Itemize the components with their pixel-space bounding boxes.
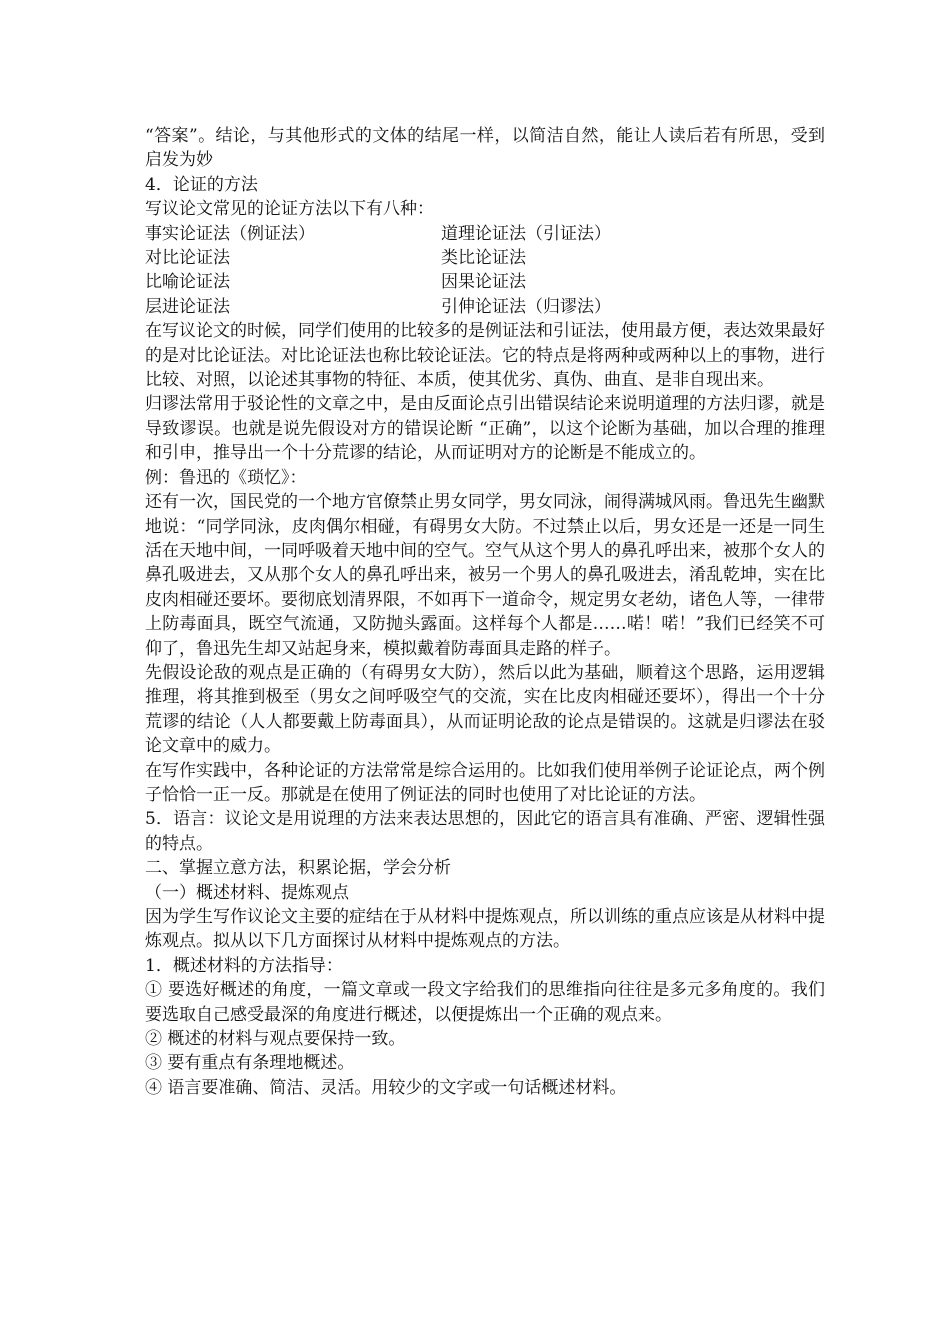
paragraph-practice: 在写作实践中，各种论证的方法常常是综合运用的。比如我们使用举例子论证论点，两个例子恰恰一正一反。那就是在使用了例证法的同时也使用了对比论证的方法。	[145, 760, 825, 805]
method-item: 引伸论证法（归谬法）	[441, 296, 611, 317]
list-item: ③ 要有重点有条理地概述。	[145, 1053, 355, 1074]
paragraph-comparison: 在写议论文的时候，同学们使用的比较多的是例证法和引证法，使用最方便，表达效果最好的是对比论证法。对比论证法也称比较论证法。它的特点是将两种或两种以上的事物，进行比较、对照，以论述其事物的特征、本质，使其优劣、真伪、曲直、是非自现出来。	[145, 321, 825, 391]
heading-argument-methods: 4．论证的方法	[145, 174, 258, 195]
method-item: 事实论证法（例证法）	[145, 223, 315, 244]
heading-section-2: 二、掌握立意方法，积累论据，学会分析	[145, 858, 451, 879]
paragraph-methods-lead: 写议论文常见的论证方法以下有八种：	[145, 199, 434, 220]
paragraph-reductio: 归谬法常用于驳论性的文章之中，是由反面论点引出错误结论来说明道理的方法归谬，就是导致谬误。也就是说先假设对方的错误论断 “正确”，以这个论断为基础，加以合理的推理和引申，推导出一个十分荒谬的结论，从而证明对方的论断是不能成立的。	[145, 394, 825, 464]
method-item: 比喻论证法	[145, 272, 230, 293]
paragraph-analysis: 先假设论敌的观点是正确的（有碍男女大防），然后以此为基础，顺着这个思路，运用逻辑推理，将其推到极至（男女之间呼吸空气的交流，实在比皮肉相碰还要坏），得出一个十分荒谬的结论（人人都要戴上防毒面具），从而证明论敌的论点是错误的。这就是归谬法在驳论文章中的威力。	[145, 662, 825, 757]
method-item: 层进论证法	[145, 296, 230, 317]
heading-guide: 1．概述材料的方法指导：	[145, 955, 343, 976]
list-item: ② 概述的材料与观点要保持一致。	[145, 1029, 406, 1050]
method-item: 道理论证法（引证法）	[441, 223, 611, 244]
paragraph-example: 还有一次，国民党的一个地方官僚禁止男女同学，男女同泳，闹得满城风雨。鲁迅先生幽默地说：“同学同泳，皮肉偶尔相碰，有碍男女大防。不过禁止以后，男女还是一还是一同生活在天地中间，一同呼吸着天地中间的空气。空气从这个男人的鼻孔呼出来，被那个女人的鼻孔吸进去，又从那个女人的鼻孔呼出来，被另一个男人的鼻孔吸进去，淆乱乾坤，实在比皮肉相碰还要坏。要彻底划清界限，不如再下一道命令，规定男女老幼，诸色人等，一律带上防毒面具，既空气流通，又防抛头露面。这样每个人都是……喏！喏！”我们已经笑不可仰了，鲁迅先生却又站起身来，模拟戴着防毒面具走路的样子。	[145, 492, 825, 659]
method-item: 类比论证法	[441, 248, 526, 269]
list-item: ① 要选好概述的角度，一篇文章或一段文字给我们的思维指向往往是多元多角度的。我们要选取自己感受最深的角度进行概述，以便提炼出一个正确的观点来。	[145, 980, 825, 1025]
heading-subsection-1: （一）概述材料、提炼观点	[145, 882, 349, 903]
paragraph-language: 5．语言：议论文是用说理的方法来表达思想的，因此它的语言具有准确、严密、逻辑性强的特点。	[145, 809, 825, 854]
paragraph-reason: 因为学生写作议论文主要的症结在于从材料中提炼观点，所以训练的重点应该是从材料中提炼观点。拟从以下几方面探讨从材料中提炼观点的方法。	[145, 907, 825, 952]
paragraph-example-heading: 例：鲁迅的《琐忆》：	[145, 467, 307, 488]
method-item: 因果论证法	[441, 272, 526, 293]
methods-list	[145, 222, 825, 320]
list-item: ④ 语言要准确、简洁、灵活。用较少的文字或一句话概述材料。	[145, 1077, 627, 1098]
method-item: 对比论证法	[145, 248, 230, 269]
paragraph-intro: “答案”。结论，与其他形式的文体的结尾一样，以简洁自然，能让人读后若有所思，受到启发为妙	[145, 126, 825, 171]
document-page	[145, 124, 825, 1100]
